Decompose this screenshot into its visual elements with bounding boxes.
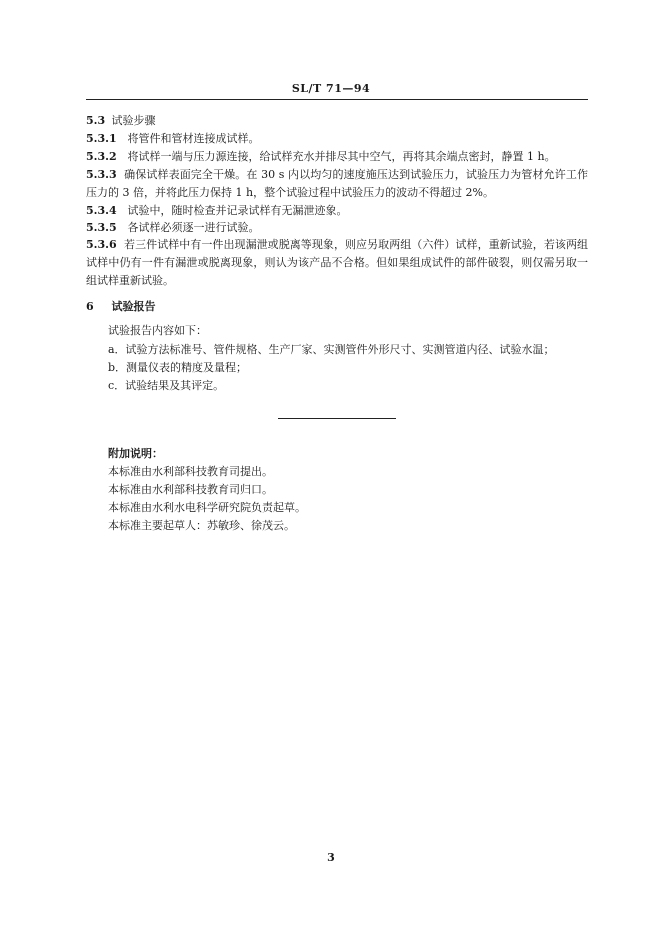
- clause-5-3-2: [86, 149, 556, 165]
- clause-5-3-4: [86, 203, 348, 219]
- clause-number: 5.3.6: [86, 238, 117, 251]
- section-title: 试验报告: [111, 300, 156, 313]
- clause-number: 5.3.3: [86, 168, 117, 181]
- appendix-title: 附加说明：: [108, 447, 163, 460]
- report-intro: 试验报告内容如下：: [108, 324, 207, 337]
- report-item-b: b．测量仪表的精度及量程；: [108, 361, 248, 374]
- section-title: 试验步骤: [111, 114, 156, 127]
- clause-text: 确保试样表面完全干燥。在 30 s 内以均匀的速度施压达到试验压力，试验压力为管材允许工作压力的 3 倍，并将此压力保持 1 h，整个试验过程中试验压力的波动不得超过 2%。: [86, 168, 588, 199]
- report-item-c: c．试验结果及其评定。: [108, 379, 225, 392]
- clause-text: 试验中，随时检查并记录试样有无漏泄迹象。: [127, 204, 348, 217]
- report-item-a: a．试验方法标准号、管件规格、生产厂家、实测管件外形尺寸、实测管道内径、试验水温；: [108, 343, 555, 356]
- header-rule: [86, 99, 588, 100]
- clause-5-3-1: [86, 131, 260, 147]
- section-number: 5.3: [86, 114, 106, 127]
- appendix-line: 本标准由水利部科技教育司提出。: [108, 465, 273, 478]
- clause-number: 5.3.1: [86, 132, 117, 145]
- clause-text: 各试样必须逐一进行试验。: [127, 221, 260, 234]
- page-number: 3: [327, 851, 335, 864]
- appendix-line: 本标准由水利水电科学研究院负责起草。: [108, 501, 306, 514]
- clause-number: 5.3.4: [86, 204, 117, 217]
- clause-text: 若三件试样中有一件出现漏泄或脱离等现象，则应另取两组（六件）试样，重新试验，若该两组试样中仍有一件有漏泄或脱离现象，则认为该产品不合格。但如果组成试件的部件破裂，则仅需另取一组试样重新试验。: [86, 238, 588, 287]
- appendix-line: 本标准由水利部科技教育司归口。: [108, 483, 273, 496]
- clause-number: 5.3.2: [86, 150, 117, 163]
- end-divider: [278, 418, 396, 419]
- clause-5-3-3: [86, 166, 588, 202]
- clause-5-3-6: [86, 236, 588, 290]
- section-5-3-heading: [86, 113, 156, 129]
- clause-5-3-5: [86, 220, 260, 236]
- appendix-line: 本标准主要起草人：苏敏珍、徐茂云。: [108, 519, 295, 532]
- clause-number: 5.3.5: [86, 221, 117, 234]
- section-number: 6: [86, 300, 94, 313]
- section-6-heading: [86, 299, 156, 315]
- clause-text: 将试样一端与压力源连接，给试样充水并排尽其中空气，再将其余端点密封，静置 1 h。: [127, 150, 556, 163]
- standard-code: SL/T 71—94: [291, 82, 371, 95]
- clause-text: 将管件和管材连接成试样。: [127, 132, 260, 145]
